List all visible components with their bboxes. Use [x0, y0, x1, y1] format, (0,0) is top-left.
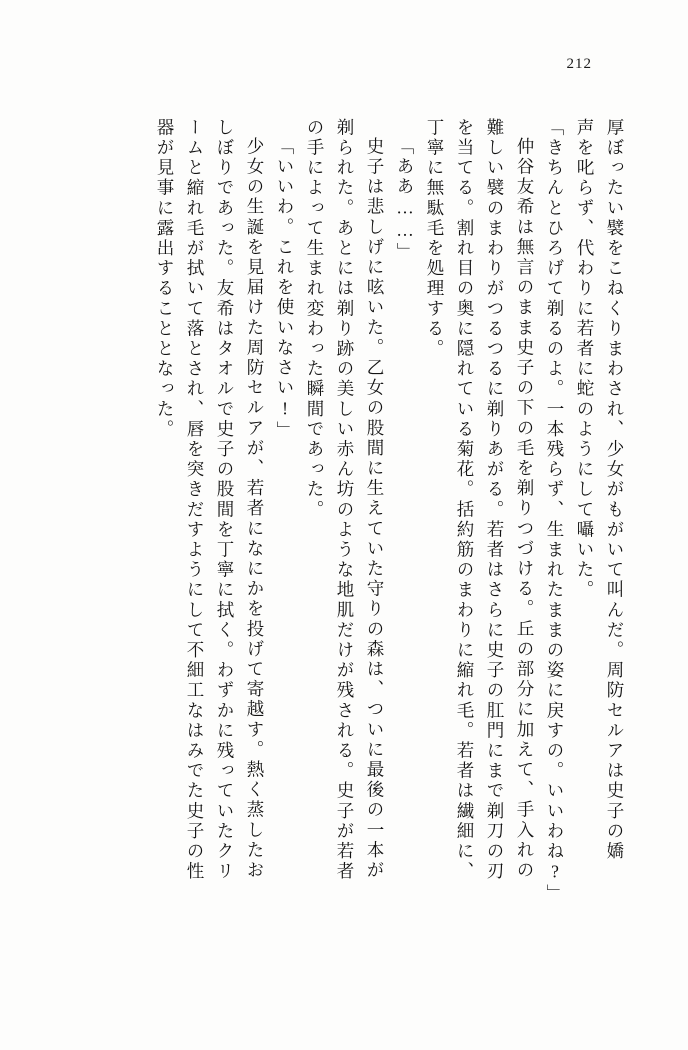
text-line: を当てる。割れ目の奥に隠れている菊花。括約筋のまわりに縮れ毛。若者は繊細に、 — [455, 118, 475, 882]
vertical-text-block — [58, 118, 630, 998]
text-line: 丁寧に無駄毛を処理する。 — [425, 118, 445, 360]
text-line: 器が見事に露出することとなった。 — [155, 118, 175, 440]
page-number: 212 — [566, 56, 592, 72]
text-line: 剃られた。あとには剃り跡の美しい赤ん坊のような地肌だけが残される。史子が若者 — [335, 118, 355, 882]
text-line: 「いいわ。これを使いなさい!」 — [275, 137, 295, 441]
text-line: の手によって生まれ変わった瞬間であった。 — [305, 118, 325, 520]
text-line: 史子は悲しげに呟いた。乙女の股間に生えていた守りの森は、ついに最後の一本が — [365, 137, 385, 881]
text-line: しぼりであった。友希はタオルで史子の股間を丁寧に拭く。わずかに残っていたクリ — [215, 118, 235, 882]
text-line: 「きちんとひろげて剃るのよ。一本残らず、生まれたままの姿に戻すの。いいわね?」 — [545, 118, 565, 905]
text-line: 厚ぼったい襞をこねくりまわされ、少女がもがいて叫んだ。周防セルアは史子の嬌 — [605, 118, 625, 862]
text-line: 少女の生誕を見届けた周防セルアが、若者になにかを投げて寄越す。熱く蒸したお — [245, 137, 265, 881]
text-line: 難しい襞のまわりがつるつるに剃りあがる。若者はさらに史子の肛門にまで剃刀の刃 — [485, 118, 505, 882]
text-line: 声を叱らず、代わりに若者に蛇のようにして囁いた。 — [575, 118, 595, 601]
text-line: 仲谷友希は無言のまま史子の下の毛を剃りつづける。丘の部分に加えて、手入れの — [515, 137, 535, 881]
text-line: ームと縮れ毛が拭いて落とされ、唇を突きだすようにして不細工なはみでた史子の性 — [185, 118, 205, 882]
text-line: 「ああ……」 — [395, 137, 415, 263]
